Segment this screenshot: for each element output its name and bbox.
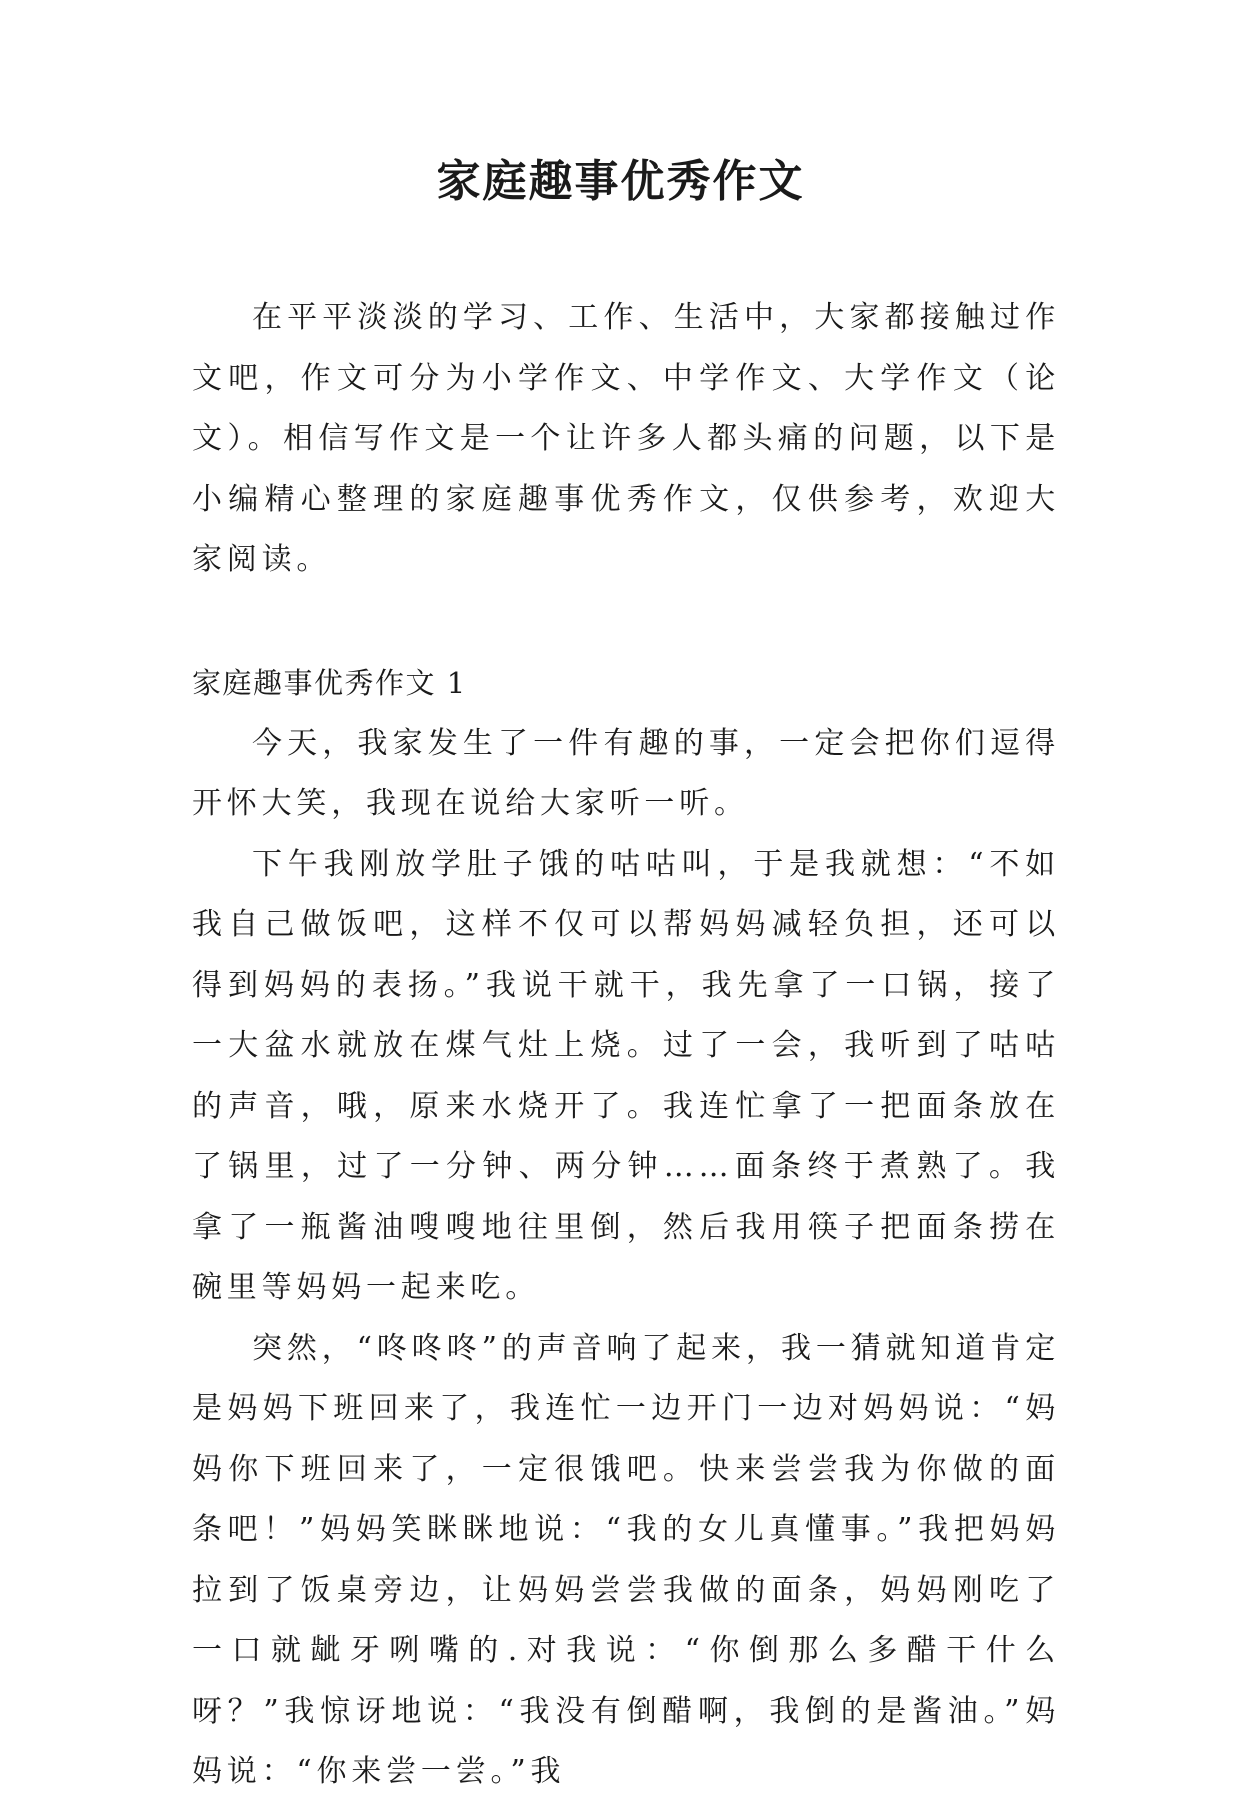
section-heading: 家庭趣事优秀作文 1 <box>192 665 467 700</box>
intro-paragraph: 在平平淡淡的学习、工作、生活中，大家都接触过作文吧，作文可分为小学作文、中学作文、大学作文（论文）。相信写作文是一个让许多人都头痛的问题，以下是小编精心整理的家庭趣事优秀作文，仅供参考，欢迎大家阅读。 <box>192 300 1060 577</box>
body-paragraph-1: 今天，我家发生了一件有趣的事，一定会把你们逗得开怀大笑，我现在说给大家听一听。 <box>192 725 1060 821</box>
body-paragraph-3: 突然，“咚咚咚”的声音响了起来，我一猜就知道肯定是妈妈下班回来了，我连忙一边开门一边对妈妈说：“妈妈你下班回来了，一定很饿吧。快来尝尝我为你做的面条吧！”妈妈笑眯眯地说：“我的女儿真懂事。”我把妈妈拉到了饭桌旁边，让妈妈尝尝我做的面条，妈妈刚吃了一口就龇牙咧嘴的.对我说：“你倒那么多醋干什么呀？”我惊讶地说：“我没有倒醋啊，我倒的是酱油。”妈妈说：“你来尝一尝。”我 <box>192 1330 1060 1789</box>
document-body <box>192 288 1060 1803</box>
document-title: 家庭趣事优秀作文 <box>436 156 805 207</box>
body-paragraph-2: 下午我刚放学肚子饿的咕咕叫，于是我就想：“不如我自己做饭吧，这样不仅可以帮妈妈减轻负担，还可以得到妈妈的表扬。”我说干就干，我先拿了一口锅，接了一大盆水就放在煤气灶上烧。过了一会，我听到了咕咕的声音，哦，原来水烧开了。我连忙拿了一把面条放在了锅里，过了一分钟、两分钟……面条终于煮熟了。我拿了一瓶酱油嗖嗖地往里倒，然后我用筷子把面条捞在碗里等妈妈一起来吃。 <box>192 846 1060 1305</box>
